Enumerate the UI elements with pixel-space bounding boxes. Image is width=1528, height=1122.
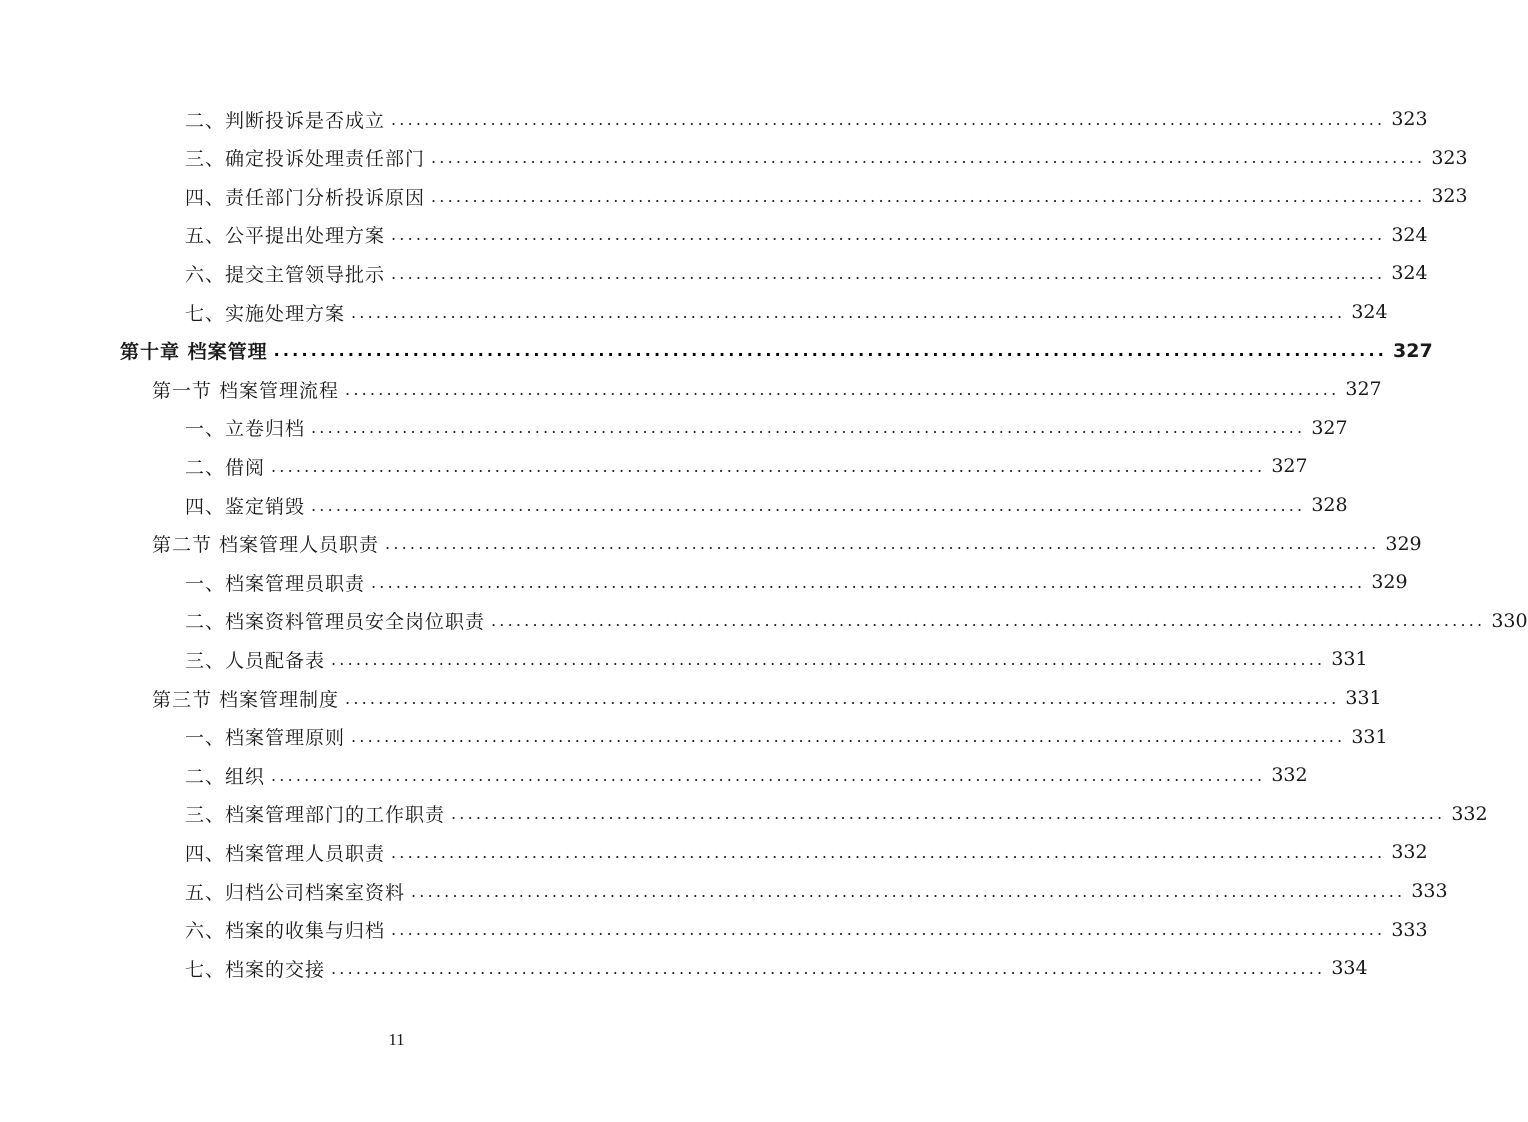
toc-entry-page-number: 323 — [1391, 108, 1428, 130]
dot-leader: ........................................................................................................................ — [345, 379, 1340, 399]
dot-leader: ........................................................................................................................ — [431, 148, 1426, 168]
dot-leader: ........................................................................................................................ — [331, 649, 1326, 669]
toc-item-entry[interactable] — [185, 139, 1468, 177]
toc-entry-title: 四、责任部门分析投诉原因 — [185, 186, 426, 209]
toc-item-entry[interactable] — [185, 640, 1368, 678]
toc-item-entry[interactable] — [185, 563, 1408, 601]
toc-entry-page-number: 327 — [1393, 339, 1433, 362]
dot-leader: ........................................................................................................................ — [271, 456, 1266, 476]
dot-leader: ........................................................................................................................ — [331, 958, 1326, 978]
dot-leader: ........................................................................................................................ — [351, 727, 1346, 747]
toc-item-entry[interactable] — [185, 602, 1528, 640]
dot-leader: ........................................................................................................................ — [391, 225, 1386, 245]
toc-entry-title: 第一节 档案管理流程 — [152, 379, 340, 402]
toc-entry-page-number: 333 — [1391, 918, 1428, 941]
toc-entry-page-number: 324 — [1391, 262, 1428, 285]
toc-entry-page-number: 328 — [1311, 494, 1348, 516]
toc-item-entry[interactable] — [185, 833, 1428, 871]
toc-item-entry[interactable] — [185, 409, 1348, 447]
toc-entry-page-number: 333 — [1411, 880, 1448, 902]
toc-entry-page-number: 327 — [1271, 455, 1308, 478]
dot-leader: ........................................................................................................................ — [345, 688, 1340, 708]
toc-section-entry[interactable] — [152, 370, 1382, 408]
toc-chapter-entry[interactable] — [120, 332, 1433, 370]
toc-entry-page-number: 331 — [1331, 648, 1368, 671]
toc-entry-title: 二、借阅 — [185, 456, 266, 479]
toc-entry-page-number: 329 — [1385, 532, 1422, 555]
dot-leader: ........................................................................................................................ — [391, 920, 1386, 940]
toc-entry-title: 三、确定投诉处理责任部门 — [185, 148, 426, 171]
toc-item-entry[interactable] — [185, 911, 1428, 949]
toc-entry-page-number: 332 — [1271, 764, 1308, 787]
toc-entry-title: 六、档案的收集与归档 — [185, 920, 386, 943]
toc-entry-page-number: 324 — [1391, 223, 1428, 246]
dot-leader: ........................................................................................................................ — [385, 534, 1380, 554]
toc-entry-title: 六、提交主管领导批示 — [185, 263, 386, 286]
dot-leader: ........................................................................................................................ — [273, 341, 1387, 361]
page-number: 11 — [388, 1030, 405, 1049]
dot-leader: ........................................................................................................................ — [311, 495, 1306, 515]
toc-entry-page-number: 334 — [1331, 957, 1368, 980]
toc-entry-page-number: 327 — [1345, 378, 1382, 401]
toc-entry-title: 二、判断投诉是否成立 — [185, 109, 386, 132]
dot-leader: ........................................................................................................................ — [371, 572, 1366, 592]
toc-section-entry[interactable] — [152, 679, 1382, 717]
dot-leader: ........................................................................................................................ — [351, 302, 1346, 322]
toc-item-entry[interactable] — [185, 756, 1308, 794]
toc-entry-page-number: 331 — [1351, 725, 1388, 748]
toc-entry-title: 七、档案的交接 — [185, 958, 326, 981]
toc-item-entry[interactable] — [185, 447, 1308, 485]
toc-entry-title: 三、档案管理部门的工作职责 — [185, 804, 446, 827]
toc-entry-page-number: 331 — [1345, 687, 1382, 709]
dot-leader: ........................................................................................................................ — [311, 418, 1306, 438]
dot-leader: ........................................................................................................................ — [391, 263, 1386, 283]
dot-leader: ........................................................................................................................ — [391, 842, 1386, 862]
dot-leader: ........................................................................................................................ — [431, 186, 1426, 206]
toc-entry-page-number: 327 — [1311, 416, 1348, 439]
toc-entry-title: 五、归档公司档案室资料 — [185, 881, 406, 904]
dot-leader: ........................................................................................................................ — [491, 611, 1486, 631]
dot-leader: ........................................................................................................................ — [391, 109, 1386, 129]
toc-item-entry[interactable] — [185, 486, 1348, 524]
toc-item-entry[interactable] — [185, 795, 1488, 833]
toc-item-entry[interactable] — [185, 254, 1428, 292]
toc-item-entry[interactable] — [185, 293, 1388, 331]
toc-entry-page-number: 332 — [1451, 802, 1488, 825]
toc-entry-title: 四、鉴定销毁 — [185, 495, 306, 518]
toc-entry-title: 三、人员配备表 — [185, 649, 326, 672]
toc-entry-title: 五、公平提出处理方案 — [185, 225, 386, 248]
toc-entry-title: 七、实施处理方案 — [185, 302, 346, 325]
toc-item-entry[interactable] — [185, 872, 1448, 910]
toc-entry-title: 第三节 档案管理制度 — [152, 688, 340, 711]
dot-leader: ........................................................................................................................ — [411, 881, 1406, 901]
toc-entry-title: 第二节 档案管理人员职责 — [152, 534, 380, 557]
toc-entry-page-number: 329 — [1371, 571, 1408, 594]
toc-entry-page-number: 323 — [1431, 146, 1468, 169]
toc-entry-title: 四、档案管理人员职责 — [185, 842, 386, 865]
toc-entry-title: 一、立卷归档 — [185, 418, 306, 441]
toc-entry-title: 一、档案管理员职责 — [185, 572, 366, 595]
toc-entry-title: 二、档案资料管理员安全岗位职责 — [185, 611, 486, 634]
toc-entry-title: 第十章 档案管理 — [120, 341, 268, 364]
dot-leader: ........................................................................................................................ — [271, 765, 1266, 785]
dot-leader: ........................................................................................................................ — [451, 804, 1446, 824]
toc-item-entry[interactable] — [185, 100, 1428, 138]
toc-entry-title: 二、组织 — [185, 765, 266, 788]
toc-item-entry[interactable] — [185, 949, 1368, 987]
toc-item-entry[interactable] — [185, 718, 1388, 756]
toc-entry-page-number: 330 — [1491, 609, 1528, 632]
toc-entry-page-number: 332 — [1391, 841, 1428, 864]
toc-entry-page-number: 323 — [1431, 185, 1468, 208]
toc-entry-title: 一、档案管理原则 — [185, 727, 346, 750]
toc-item-entry[interactable] — [185, 216, 1428, 254]
toc-section-entry[interactable] — [152, 525, 1422, 563]
toc-item-entry[interactable] — [185, 177, 1468, 215]
toc-entry-page-number: 324 — [1351, 301, 1388, 323]
